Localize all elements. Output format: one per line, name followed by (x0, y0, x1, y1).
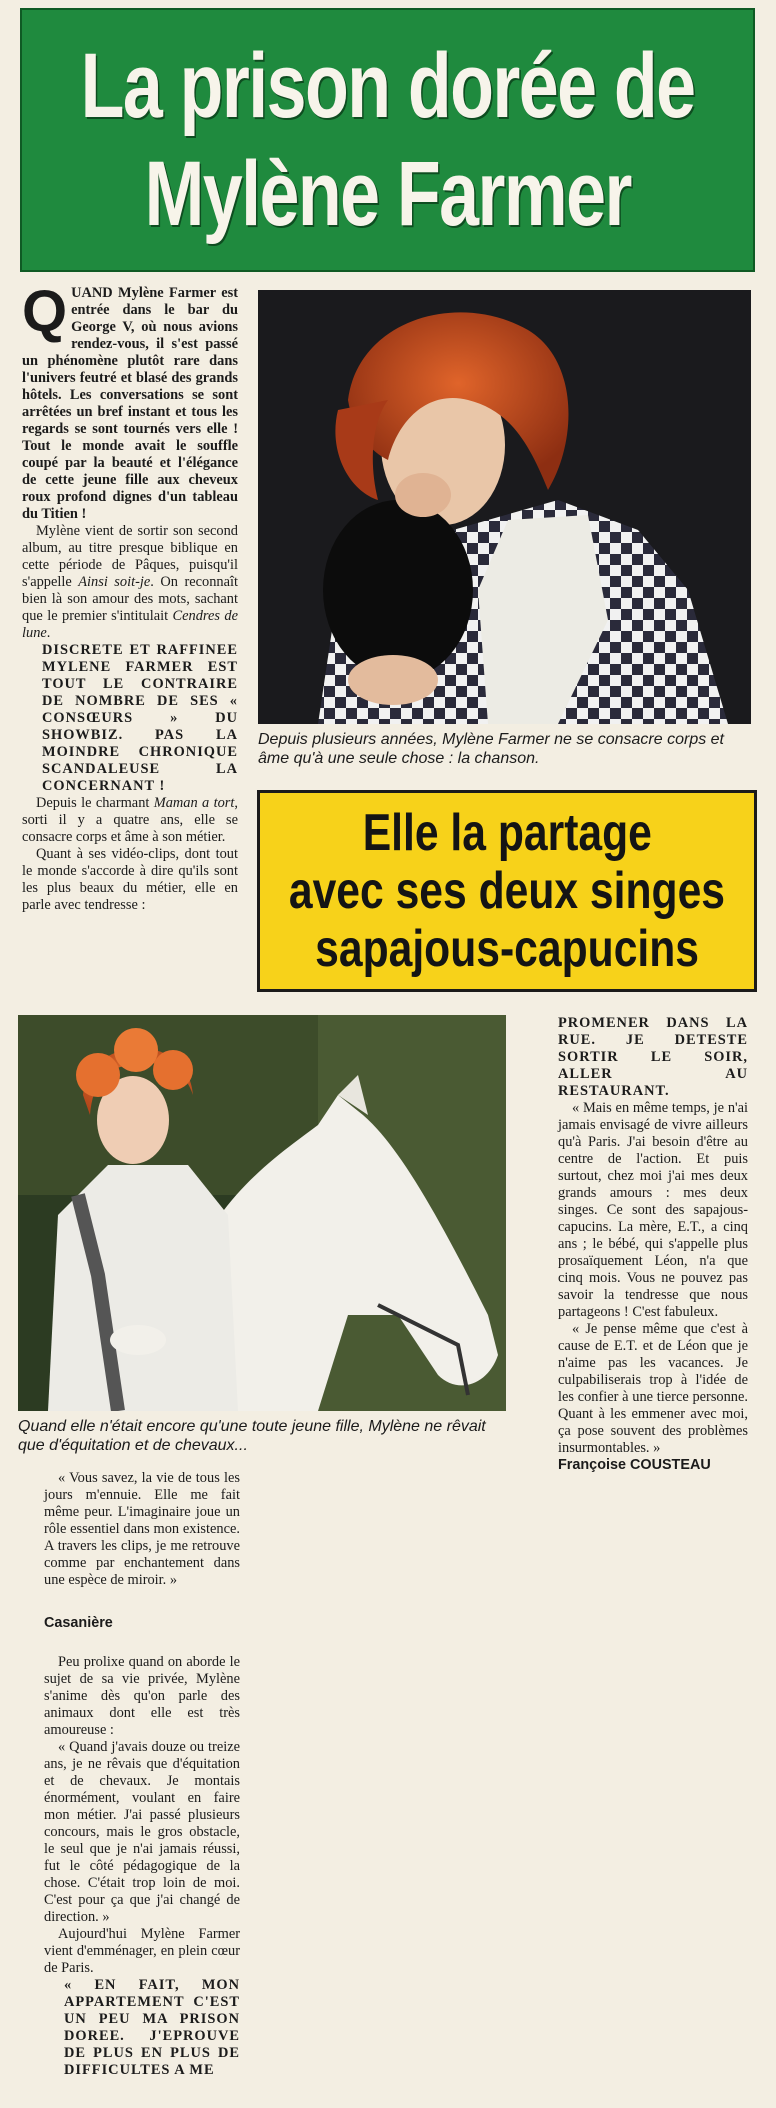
photo-horse-caption-wrap (18, 1417, 506, 1455)
headline-line-2: Mylène Farmer (144, 143, 631, 245)
headline-line-1: La prison dorée de (80, 35, 695, 137)
photo-portrait (258, 290, 751, 724)
photo-portrait-caption-wrap (258, 730, 751, 768)
dropcap: Q (22, 279, 68, 344)
intro-column (22, 279, 238, 914)
intro-paragraph-2: Mylène vient de sortir son second album, au titre presque biblique en cette période de Pâques, puisqu'il s'appelle Ainsi soit-je. On reconnaît bien là son amour des mots, sachant que le premier s'intitulait Cendres de lune. (22, 523, 238, 641)
bottom-left-column (44, 1470, 240, 2079)
yellow-line-2: avec ses deux singes (288, 862, 726, 920)
pull-quote-3: « EN FAIT, MON APPARTEMENT C'EST UN PEU MA PRISON DOREE. J'EPROUVE DE PLUS EN PLUS DE DIFFICULTES A ME (64, 1977, 240, 2078)
intro-lead: QUAND Mylène Farmer est entrée dans le bar du George V, où nous avions rendez-vous, il s'est passé un phénomène plutôt rare dans l'univers feutré et blasé des grands hôtels. Les conversations se sont arrêtées un bref instant et tous les regards se sont tournés vers elle ! Tout le monde avait le souffle coupé par la beauté et l'élégance de cette jeune fille aux cheveux roux profond dignes d'un tableau du Titien ! (22, 279, 238, 522)
photo-portrait-caption: Depuis plusieurs années, Mylène Farmer ne se consacre corps et âme qu'à une seule chose : la chanson. (258, 731, 724, 767)
pull-quote-1: DISCRETE ET RAFFINEE MYLENE FARMER EST TOUT LE CONTRAIRE DE NOMBRE DE SES « CONSŒURS » DU SHOWBIZ. PAS LA MOINDRE CHRONIQUE SCANDALEUSE LA CONCERNANT ! (42, 642, 238, 794)
bottom-paragraph-1: « Vous savez, la vie de tous les jours m'ennuie. Elle me fait même peur. L'imaginaire joue un rôle essentiel dans mon existence. A travers les clips, je me retrouve comme par enchantement dans une espèce de miroir. » (44, 1470, 240, 1588)
subhead-casaniere: Casanière (44, 1615, 113, 1631)
headline-banner (20, 8, 755, 272)
author-signature: Françoise COUSTEAU (558, 1457, 711, 1473)
intro-paragraph-4: Quant à ses vidéo-clips, dont tout le monde s'accorde à dire qu'ils sont les plus beaux du métier, elle en parle avec tendresse : (22, 846, 238, 913)
bottom-paragraph-3: « Quand j'avais douze ou treize ans, je ne rêvais que d'équitation et de chevaux. Je montais énormément, voulant en faire mon métier. J'ai passé plusieurs concours, mais le gros obstacle, le seul que je n'ai jamais réussi, fut le côté pédagogique de la chose. C'était trop loin de moi. C'est pour ça que j'ai changé de direction. » (44, 1739, 240, 1925)
bottom-paragraph-4: Aujourd'hui Mylène Farmer vient d'emménager, en plein cœur de Paris. (44, 1926, 240, 1976)
right-paragraph-2: « Je pense même que c'est à cause de E.T. et de Léon que je n'aime pas les vacances. Je culpabiliserais trop à l'idée de les confier à une tierce personne. Quant à les emmener avec moi, ça pose souvent des problèmes insurmontables. » (558, 1321, 748, 1456)
photo-horse (18, 1015, 506, 1411)
photo-horse-caption: Quand elle n'était encore qu'une toute jeune fille, Mylène ne rêvait que d'équitation et de chevaux... (18, 1418, 486, 1454)
right-paragraph-1: « Mais en même temps, je n'ai jamais envisagé de vivre ailleurs qu'à Paris. J'ai besoin d'être au centre de l'action. Et puis surtout, chez moi j'ai mes deux grands amours : mes deux singes. Ce sont des sapajous-capucins. La mère, E.T., a cinq ans ; le bébé, qui s'appelle plus prosaïquement Léon, n'a que cinq mois. Vous ne pouvez pas savoir la tendresse que nous partageons ! C'est fabuleux. (558, 1100, 748, 1320)
yellow-headline-box (257, 790, 757, 992)
bottom-paragraph-2: Peu prolixe quand on aborde le sujet de sa vie privée, Mylène s'anime dès qu'on parle des animaux dont elle est très amoureuse : (44, 1654, 240, 1738)
right-column (558, 1015, 748, 1474)
yellow-line-1: Elle la partage (362, 804, 652, 862)
intro-paragraph-3: Depuis le charmant Maman a tort, sorti il y a quatre ans, elle se consacre corps et âme à son métier. (22, 795, 238, 845)
pull-quote-2: PROMENER DANS LA RUE. JE DETESTE SORTIR LE SOIR, ALLER AU RESTAURANT. (558, 1015, 748, 1099)
yellow-line-3: sapajous-capucins (315, 920, 699, 978)
